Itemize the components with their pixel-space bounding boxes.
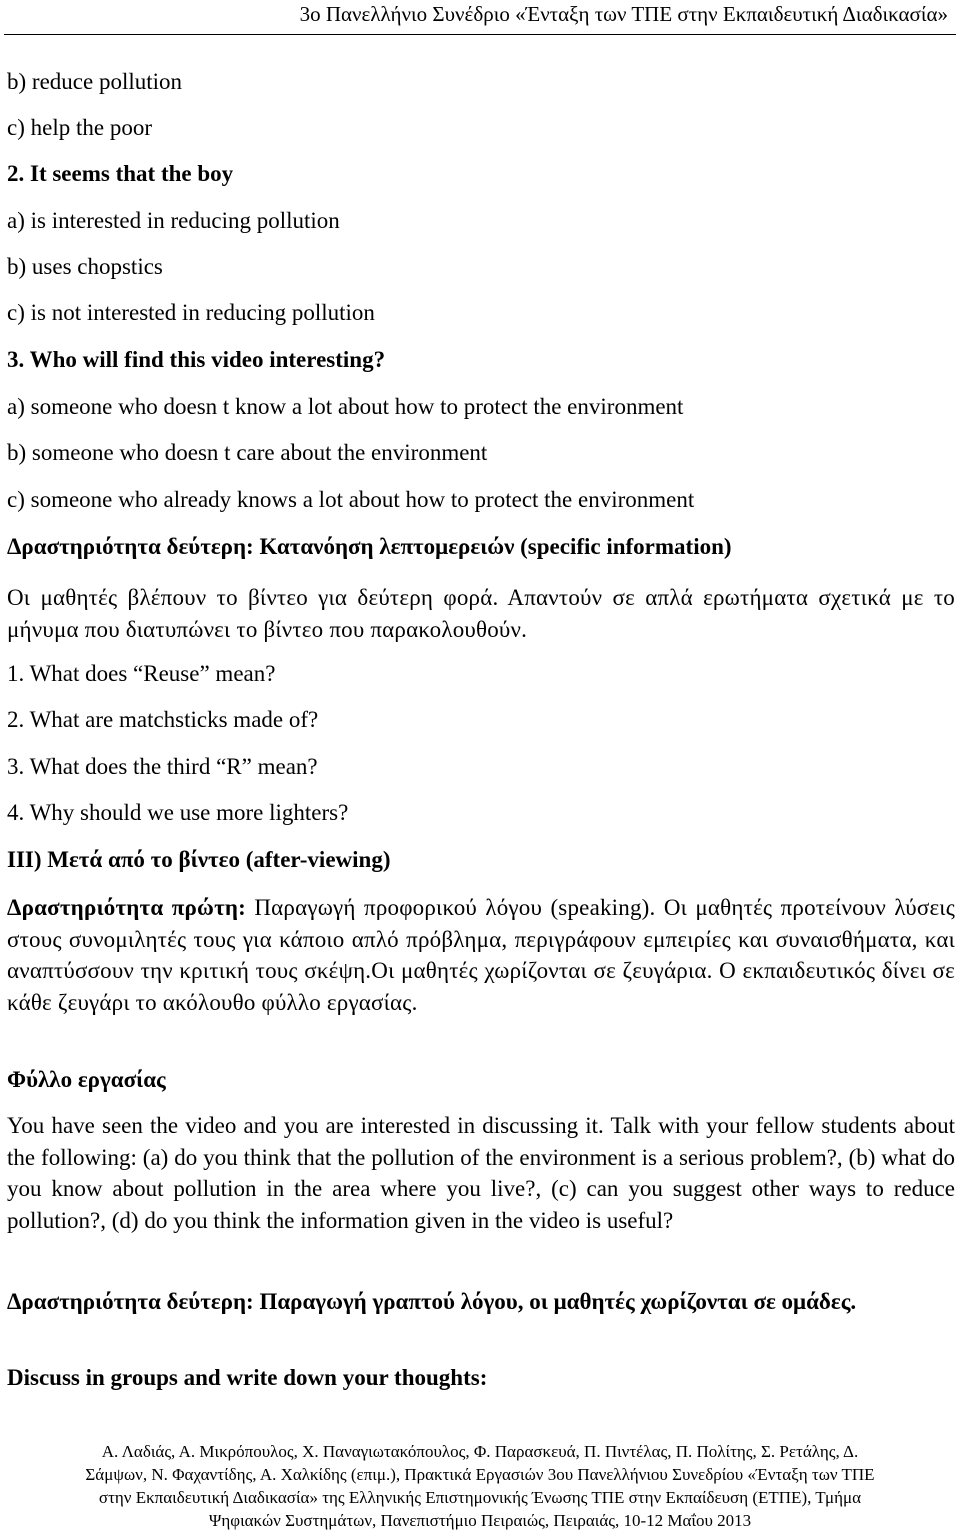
worksheet-text: You have seen the video and you are interested in discussing it. Talk with your fellow students about the following: (a) do you think that the pollution of the environment is a serious problem?, (b) what do you know about pollution in the area where you live?, (c) can you suggest other ways to reduce pollution?, (d) do you think the information given in the video is useful? (7, 1113, 955, 1233)
activity-paragraph (7, 892, 955, 1018)
section-heading: III) Μετά από το βίντεο (after-viewing) (7, 847, 391, 872)
footer-citation-line: Α. Λαδιάς, Α. Μικρόπουλος, Χ. Παναγιωτακόπουλος, Φ. Παρασκευά, Π. Πιντέλας, Π. Πολίτης, Σ. Ρετάλης, Δ. (101, 1442, 859, 1461)
question-line: 2. It seems that the boy (7, 161, 234, 186)
option-line: b) someone who doesn t care about the environment (7, 440, 488, 465)
page-header (0, 0, 960, 34)
option-line: c) someone who already knows a lot about how to protect the environment (7, 487, 695, 512)
footer-citation-line: Σάμψων, Ν. Φαχαντίδης, Α. Χαλκίδης (επιμ.), Πρακτικά Εργασιών 3ου Πανελλήνιου Συνεδρίου «Ένταξη των ΤΠΕ (85, 1465, 875, 1484)
option-line: c) is not interested in reducing pollution (7, 300, 375, 325)
comprehension-question: 1. What does “Reuse” mean? (7, 661, 276, 686)
activity-heading: Δραστηριότητα δεύτερη: Παραγωγή γραπτού λόγου, οι μαθητές χωρίζονται σε ομάδες. (7, 1289, 857, 1314)
activity-label: Δραστηριότητα πρώτη: (7, 895, 246, 920)
option-line: c) help the poor (7, 115, 152, 140)
footer-citation-line: Ψηφιακών Συστημάτων, Πανεπιστήμιο Πειραιώς, Πειραιάς, 10-12 Μαΐου 2013 (208, 1511, 752, 1530)
option-line: b) reduce pollution (7, 69, 183, 94)
activity-text: Παραγωγή προφορικού λόγου (speaking). Οι μαθητές προτείνουν λύσεις στους συνομιλητές τους για κάποιο απλό πρόβλημα, περιγράφουν εμπειρίες και συναισθήματα, και αναπτύσσουν την κριτική τους σκέψη.Οι μαθητές χωρίζονται σε ζευγάρια. Ο εκπαιδευτικός δίνει σε κάθε ζευγάρι το ακόλουθο φύλλο εργασίας. (7, 895, 956, 1015)
option-line: a) someone who doesn t know a lot about how to protect the environment (7, 394, 684, 419)
question-line: 3. Who will find this video interesting? (7, 347, 386, 372)
comprehension-question: 3. What does the third “R” mean? (7, 754, 318, 779)
activity-heading: Δραστηριότητα δεύτερη: Κατανόηση λεπτομερειών (specific information) (7, 534, 732, 559)
conference-title: 3ο Πανελλήνιο Συνέδριο «Ένταξη των ΤΠΕ στην Εκπαιδευτική Διαδικασία» (299, 2, 948, 26)
activity-description: Οι μαθητές βλέπουν το βίντεο για δεύτερη φορά. Απαντούν σε απλά ερωτήματα σχετικά με το μήνυμα που διατυπώνει το βίντεο που παρακολουθούν. (7, 585, 955, 642)
header-divider (4, 34, 956, 35)
footer-citation-line: στην Εκπαιδευτική Διαδικασία» της Ελληνικής Επιστημονικής Ένωσης ΤΠΕ στην Εκπαίδευση (ΕΤΠΕ), Τμήμα (98, 1488, 862, 1507)
option-line: b) uses chopstics (7, 254, 163, 279)
comprehension-question: 4. Why should we use more lighters? (7, 800, 349, 825)
comprehension-question: 2. What are matchsticks made of? (7, 707, 319, 732)
worksheet-heading: Φύλλο εργασίας (7, 1067, 166, 1092)
discuss-instruction: Discuss in groups and write down your thoughts: (7, 1365, 488, 1390)
option-line: a) is interested in reducing pollution (7, 208, 340, 233)
